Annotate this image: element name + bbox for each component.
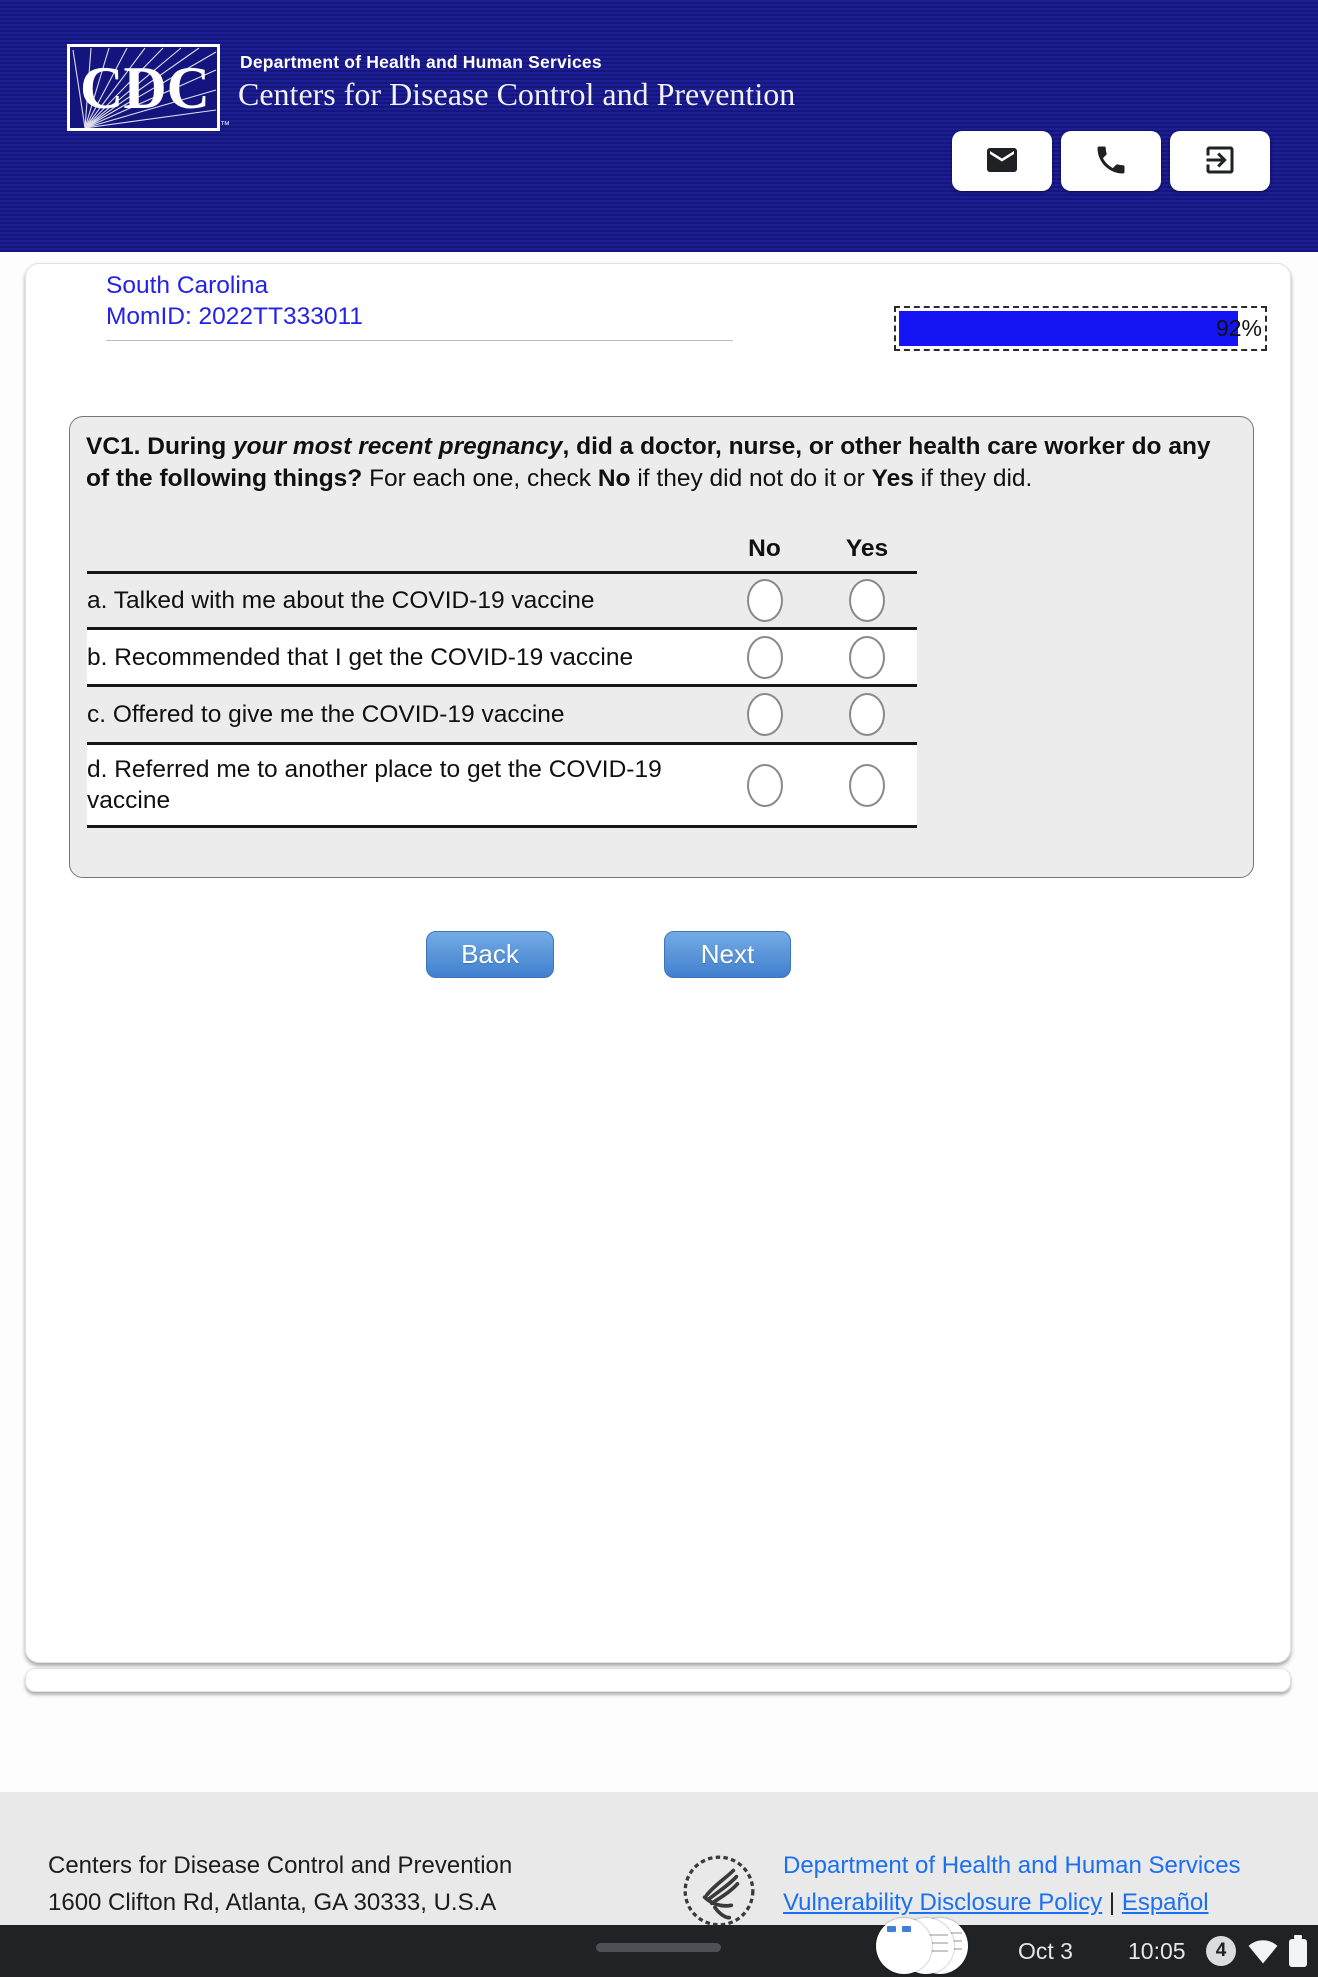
progress-percent-label: 92%	[1215, 315, 1262, 341]
status-date: Oct 3	[1018, 1937, 1073, 1964]
footer-address: 1600 Clifton Rd, Atlanta, GA 30333, U.S.A	[48, 1889, 497, 1916]
row-label: a. Talked with me about the COVID-19 vaccine	[87, 587, 595, 614]
table-row	[87, 627, 917, 684]
radio-no-row-c[interactable]	[747, 693, 783, 736]
link-separator: |	[1102, 1889, 1122, 1916]
email-icon	[984, 142, 1020, 181]
exit-icon	[1202, 142, 1238, 181]
row-label: d. Referred me to another place to get the COVID-19 vaccine	[87, 756, 662, 814]
question-text	[86, 431, 1225, 495]
radio-no-row-b[interactable]	[747, 636, 783, 679]
table-row	[87, 742, 917, 828]
status-time: 10:05	[1128, 1937, 1186, 1964]
shelf-handle[interactable]	[596, 1943, 721, 1952]
radio-no-row-d[interactable]	[747, 764, 783, 807]
question-text-seg: your most recent pregnancy	[233, 433, 563, 460]
question-text-seg: , did a doctor, nurse, or other health care worker do any of the following things?	[86, 433, 1211, 492]
radio-yes-row-d[interactable]	[849, 764, 885, 807]
email-button[interactable]	[952, 131, 1052, 191]
cdc-trademark: ™	[220, 120, 230, 131]
cdc-header	[0, 0, 1318, 252]
progress-bar	[894, 306, 1267, 351]
next-button[interactable]: Next	[664, 931, 791, 978]
hhs-logo	[678, 1850, 760, 1932]
cdc-logo-text: CDC	[80, 55, 210, 121]
battery-icon[interactable]	[1289, 1935, 1307, 1967]
table-row	[87, 684, 917, 742]
id-divider	[106, 340, 733, 341]
espanol-link[interactable]: Español	[1121, 1889, 1209, 1916]
survey-card	[25, 263, 1291, 1663]
page-footer	[0, 1792, 1318, 1925]
phone-button[interactable]	[1061, 131, 1161, 191]
state-label: South Carolina	[106, 272, 269, 299]
page-bottom-strip	[25, 1668, 1291, 1692]
question-text-seg: VC1. During	[86, 433, 234, 460]
yes-column-header: Yes	[845, 535, 889, 562]
answer-table-header	[87, 515, 917, 571]
answer-table	[87, 515, 917, 828]
question-text-seg: if they did.	[913, 465, 1033, 492]
question-text-seg: For each one, check	[369, 465, 598, 492]
radio-yes-row-c[interactable]	[849, 693, 885, 736]
cdc-logo	[67, 44, 220, 131]
back-button[interactable]: Back	[426, 931, 554, 978]
header-action-buttons	[952, 131, 1270, 191]
wifi-icon[interactable]	[1247, 1938, 1279, 1970]
notification-count-badge[interactable]: 4	[1206, 1936, 1236, 1966]
system-bar	[0, 1925, 1318, 1977]
radio-yes-row-a[interactable]	[849, 579, 885, 622]
footer-org-name: Centers for Disease Control and Prevention	[48, 1852, 513, 1879]
radio-no-row-a[interactable]	[747, 579, 783, 622]
no-column-header: No	[748, 535, 781, 562]
recent-app-thumbnail[interactable]	[876, 1918, 932, 1974]
question-text-seg: Yes	[871, 465, 914, 492]
mom-id-label: MomID: 2022TT333011	[106, 303, 363, 330]
radio-yes-row-b[interactable]	[849, 636, 885, 679]
respondent-id-block	[106, 270, 363, 332]
question-box	[69, 416, 1254, 878]
question-text-seg: No	[597, 465, 631, 492]
progress-fill	[899, 311, 1238, 346]
table-row	[87, 571, 917, 627]
question-text-seg: if they did not do it or	[630, 465, 872, 492]
vulnerability-disclosure-link[interactable]: Vulnerability Disclosure Policy	[783, 1889, 1103, 1916]
footer-links-line	[783, 1889, 1209, 1917]
agency-name-large: Centers for Disease Control and Prevention	[238, 76, 796, 112]
hhs-link[interactable]: Department of Health and Human Services	[783, 1852, 1241, 1879]
exit-button[interactable]	[1170, 131, 1270, 191]
row-label: b. Recommended that I get the COVID-19 vaccine	[87, 643, 634, 671]
phone-icon	[1093, 142, 1129, 181]
agency-name-small: Department of Health and Human Services	[240, 52, 602, 72]
row-label: c. Offered to give me the COVID-19 vaccine	[87, 701, 565, 728]
